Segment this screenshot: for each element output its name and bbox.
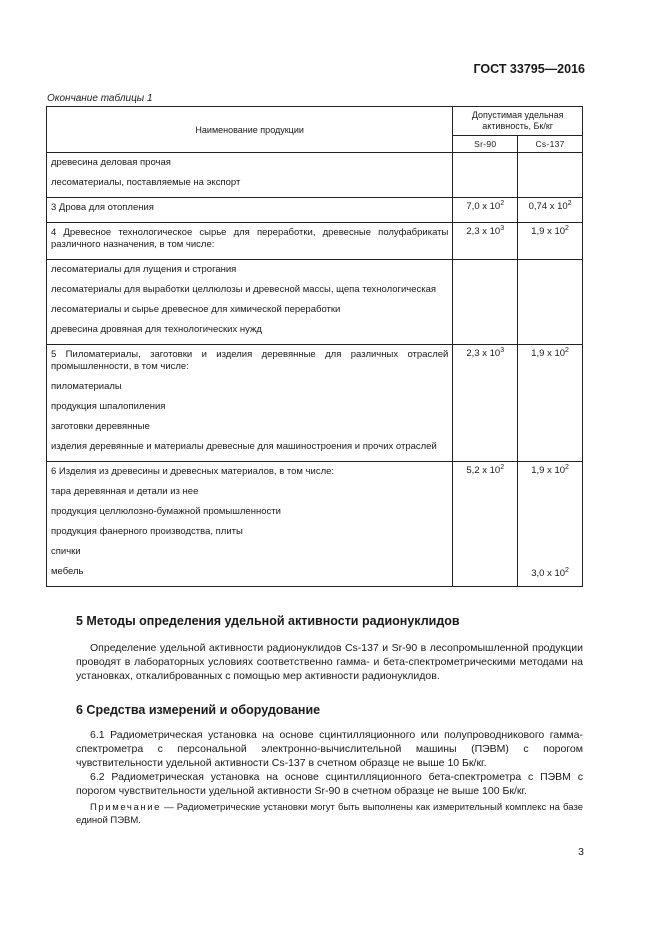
product-line: лесоматериалы, поставляемые на экспорт [51, 177, 241, 188]
sr90-cell [453, 345, 518, 462]
cs137-cell [518, 198, 583, 223]
product-name-cell [47, 462, 453, 587]
table-row [47, 260, 583, 345]
cs137-cell [518, 153, 583, 198]
cs137-cell-value: 1,9 x 10 [531, 348, 566, 359]
sr90-cell [453, 462, 518, 587]
section-6-paragraph-1: 6.1 Радиометрическая установка на основе сцинтилляционного или полупроводникового гамма-спектрометра с персональной электронно-вычислительной машины (ПЭВМ) с порогом чувствительности удельной активности Cs-137 в счетном образце не выше 10 Бк/кг. [76, 729, 583, 769]
product-line: спички [51, 546, 81, 557]
section-6-paragraph-2: 6.2 Радиометрическая установка на основе сцинтилляционного бета-спектрометра с ПЭВМ с порогом чувствительности удельной активности Sr-90 в счетном образце не выше 100 Бк/кг. [76, 771, 583, 797]
sr90-cell-exponent: 3 [500, 347, 505, 354]
product-line: продукция фанерного производства, плиты [51, 526, 243, 537]
product-line: 4 Древесное технологическое сырье для переработки, древесные полуфабрикаты различного назначения, в том числе: [51, 227, 449, 250]
product-line: изделия деревянные и материалы древесные для машиностроения и прочих отраслей [51, 441, 437, 452]
section-6-title: 6 Средства измерений и оборудование [76, 703, 321, 717]
cs137-cell-exponent: 2 [567, 200, 572, 207]
sr90-cell [453, 260, 518, 345]
sr90-cell-value: 5,2 x 10 [466, 465, 501, 476]
sr90-cell-value: 7,0 x 10 [466, 201, 501, 212]
table-caption: Окончание таблицы 1 [47, 93, 153, 104]
cs137-cell [518, 223, 583, 260]
table-body [47, 153, 583, 587]
table-row [47, 223, 583, 260]
product-line: продукция шпалопиления [51, 401, 166, 412]
page-number: 3 [578, 846, 584, 858]
table-row [47, 345, 583, 462]
product-line: лесоматериалы для выработки целлюлозы и древесной массы, щепа технологическая [51, 284, 437, 295]
product-name-cell [47, 345, 453, 462]
product-line: продукция целлюлозно-бумажной промышленности [51, 506, 281, 517]
column-header-cs137: Cs-137 [518, 136, 583, 153]
cs137-cell-value: 0,74 x 10 [528, 201, 568, 212]
product-line: лесоматериалы для лущения и строгания [51, 264, 237, 275]
product-name-cell [47, 153, 453, 198]
sr90-cell-exponent: 2 [500, 464, 505, 471]
cs137-cell-last-value-text: 3,0 x 10 [531, 568, 566, 579]
product-line: древесина деловая прочая [51, 157, 171, 168]
product-line: 5 Пиломатериалы, заготовки и изделия деревянные для различных отраслей промышленности, в том числе: [51, 349, 449, 372]
product-name-cell [47, 223, 453, 260]
product-line: 3 Дрова для отопления [51, 202, 154, 213]
cs137-cell-last-value [518, 568, 582, 580]
cs137-cell-exponent: 2 [565, 225, 569, 232]
product-line: мебель [51, 566, 84, 577]
table-row [47, 153, 583, 198]
document-code: ГОСТ 33795—2016 [473, 62, 585, 76]
note [76, 801, 583, 827]
sr90-cell [453, 198, 518, 223]
cs137-cell [518, 260, 583, 345]
sr90-cell-exponent: 3 [500, 225, 505, 232]
note-label: Примечание [90, 802, 161, 813]
cs137-cell-exponent: 2 [565, 347, 569, 354]
cs137-cell-exponent: 2 [565, 464, 569, 471]
table-row [47, 198, 583, 223]
cs137-cell [518, 345, 583, 462]
section-5-text: Определение удельной активности радионуклидов Cs-137 и Sr-90 в лесопромышленной продукции проводят в лабораторных условиях соответственно гамма- и бета-спектрометрическими методами на установках, откалиброванных с помощью мер активности радионуклидов. [76, 642, 583, 682]
table-row [47, 462, 583, 587]
cs137-cell-value: 1,9 x 10 [531, 465, 566, 476]
column-header-activity: Допустимая удельная активность, Бк/кг [453, 107, 583, 136]
sr90-cell-value: 2,3 x 10 [466, 348, 501, 359]
sr90-cell-exponent: 2 [500, 200, 505, 207]
sr90-cell [453, 153, 518, 198]
product-line: лесоматериалы и сырье древесное для химической переработки [51, 304, 341, 315]
column-header-sr90: Sr-90 [453, 136, 518, 153]
product-name-cell [47, 260, 453, 345]
section-5-title: 5 Методы определения удельной активности радионуклидов [76, 614, 460, 628]
product-line: заготовки деревянные [51, 421, 150, 432]
column-header-product: Наименование продукции [47, 107, 453, 153]
cs137-cell-last-value-exponent: 2 [565, 567, 569, 574]
product-line: пиломатериалы [51, 381, 122, 392]
product-name-cell [47, 198, 453, 223]
product-line: тара деревянная и детали из нее [51, 486, 199, 497]
note-text: — Радиометрические установки могут быть выполнены как измерительный комплекс на базе единой ПЭВМ. [76, 802, 583, 826]
radioactivity-table [46, 106, 583, 587]
cs137-cell-value: 1,9 x 10 [531, 226, 566, 237]
cs137-cell [518, 462, 583, 587]
product-line: древесина дровяная для технологических нужд [51, 324, 262, 335]
sr90-cell-value: 2,3 x 10 [466, 226, 501, 237]
product-line: 6 Изделия из древесины и древесных материалов, в том числе: [51, 466, 335, 477]
sr90-cell [453, 223, 518, 260]
